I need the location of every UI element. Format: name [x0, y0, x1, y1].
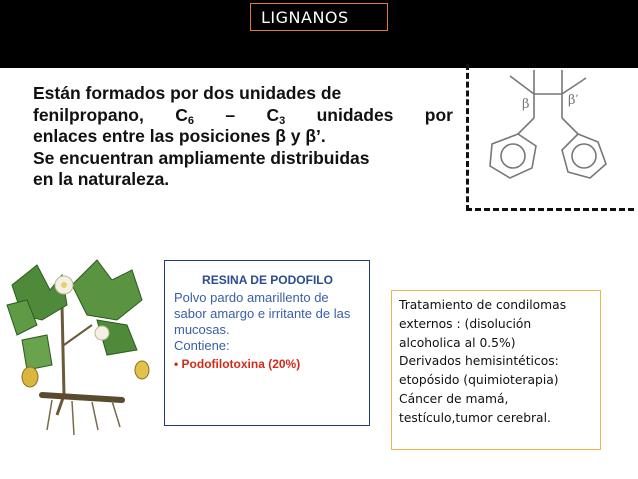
- treatment-line: alcoholica al 0.5%): [399, 335, 516, 350]
- intro-dash: –: [225, 104, 236, 125]
- slide-title: LIGNANOS: [250, 3, 388, 31]
- intro-c3-letter: C: [266, 104, 280, 125]
- intro-line-3: enlaces entre las posiciones β y β’.: [33, 126, 326, 146]
- intro-line-4: Se encuentran ampliamente distribuidas: [33, 147, 370, 168]
- bond-to-right-ring: [562, 118, 578, 134]
- podophyllum-plant-illustration: [2, 245, 162, 445]
- intro-c6-sub: 6: [187, 114, 194, 127]
- intro-c3: [266, 105, 285, 127]
- resina-contains-label: Contiene:: [174, 338, 230, 353]
- bond-to-left-ring: [518, 118, 534, 134]
- intro-line-2: [33, 105, 453, 127]
- intro-word-por: por: [424, 104, 453, 125]
- intro-c6: [175, 105, 194, 127]
- benzene-ring-right-inner: [572, 144, 596, 168]
- resina-podofilotoxina-item: • Podofilotoxina (20%): [174, 357, 301, 371]
- resina-info-box: [164, 260, 370, 426]
- benzene-ring-left-inner: [501, 144, 525, 168]
- bond-top-left: [510, 76, 534, 94]
- treatment-line: externos : (disolución: [399, 316, 532, 331]
- intro-word-fenilpropano: fenilpropano,: [33, 104, 144, 125]
- treatment-line: testículo,tumor cerebral.: [399, 410, 551, 425]
- bond-top-right: [562, 78, 586, 94]
- treatment-info-box: [391, 290, 601, 450]
- resina-title: RESINA DE PODOFILO: [202, 273, 333, 287]
- intro-line-5: en la naturaleza.: [33, 169, 170, 189]
- lignan-structure-diagram: [468, 62, 634, 202]
- treatment-line: Tratamiento de condilomas: [399, 298, 567, 312]
- label-beta-prime: β′: [568, 93, 579, 108]
- benzene-ring-right: [562, 134, 606, 178]
- resina-description: Polvo pardo amarillento de sabor amargo e irritante de las mucosas.: [174, 290, 351, 337]
- label-beta: β: [522, 97, 530, 112]
- intro-paragraph: [33, 83, 453, 191]
- intro-c3-sub: 3: [279, 114, 286, 127]
- treatment-line: Derivados hemisintéticos:: [399, 354, 559, 369]
- treatment-line: etopósido (quimioterapia): [399, 373, 559, 388]
- intro-line-1: Están formados por dos unidades de: [33, 83, 342, 103]
- treatment-line: Cáncer de mamá,: [399, 391, 509, 406]
- intro-word-unidades: unidades: [316, 104, 394, 125]
- intro-c6-letter: C: [175, 104, 188, 125]
- benzene-ring-left: [490, 134, 536, 178]
